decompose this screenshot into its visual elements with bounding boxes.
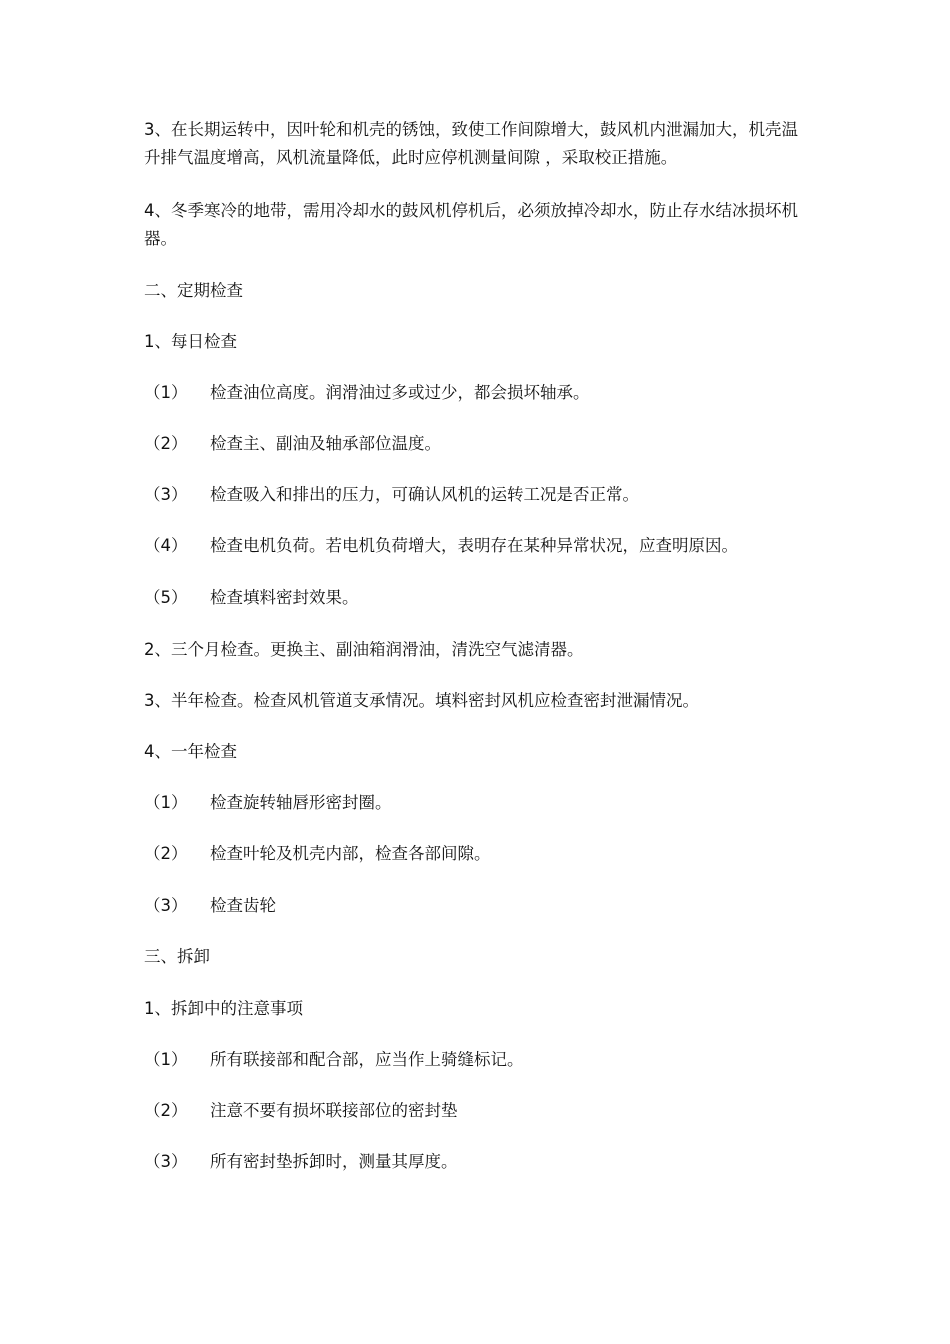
item-text: 检查叶轮及机壳内部，检查各部间隙。 (210, 844, 491, 863)
item-number: （3） (144, 485, 188, 504)
item-text: 检查主、副油及轴承部位温度。 (210, 434, 441, 453)
item-number: （2） (144, 1101, 188, 1120)
subheading-disassembly-notes: 1、拆卸中的注意事项 (144, 999, 303, 1018)
subheading-daily-inspection: 1、每日检查 (144, 332, 237, 351)
item-text: 检查吸入和排出的压力，可确认风机的运转工况是否正常。 (210, 485, 639, 504)
half-year-inspection: 3、半年检查。检查风机管道支承情况。填料密封风机应检查密封泄漏情况。 (144, 691, 699, 710)
item-text: 检查齿轮 (210, 896, 276, 915)
subheading-yearly-inspection: 4、一年检查 (144, 742, 237, 761)
item-text: 检查旋转轴唇形密封圈。 (210, 793, 392, 812)
item-number: （1） (144, 1050, 188, 1069)
item-text: 检查电机负荷。若电机负荷增大，表明存在某种异常状况，应查明原因。 (210, 536, 738, 555)
item-text: 注意不要有损坏联接部位的密封垫 (210, 1101, 458, 1120)
item-number: （1） (144, 793, 188, 812)
paragraph-4: 4、冬季寒冷的地带，需用冷却水的鼓风机停机后，必须放掉冷却水，防止存水结冰损坏机器。 (144, 201, 798, 248)
quarterly-inspection: 2、三个月检查。更换主、副油箱润滑油，清洗空气滤清器。 (144, 640, 584, 659)
item-number: （3） (144, 1152, 188, 1171)
item-number: （2） (144, 844, 188, 863)
section-heading-disassembly: 三、拆卸 (144, 947, 210, 966)
item-text: 检查填料密封效果。 (210, 588, 359, 607)
item-text: 检查油位高度。润滑油过多或过少，都会损坏轴承。 (210, 383, 590, 402)
section-heading-periodic-inspection: 二、定期检查 (144, 281, 243, 300)
item-text: 所有密封垫拆卸时，测量其厚度。 (210, 1152, 458, 1171)
item-text: 所有联接部和配合部，应当作上骑缝标记。 (210, 1050, 524, 1069)
paragraph-3: 3、在长期运转中，因叶轮和机壳的锈蚀，致使工作间隙增大，鼓风机内泄漏加大，机壳温升排气温度增高，风机流量降低，此时应停机测量间隙 ，采取校正措施。 (144, 120, 798, 167)
item-number: （2） (144, 434, 188, 453)
item-number: （4） (144, 536, 188, 555)
item-number: （1） (144, 383, 188, 402)
item-number: （5） (144, 588, 188, 607)
item-number: （3） (144, 896, 188, 915)
